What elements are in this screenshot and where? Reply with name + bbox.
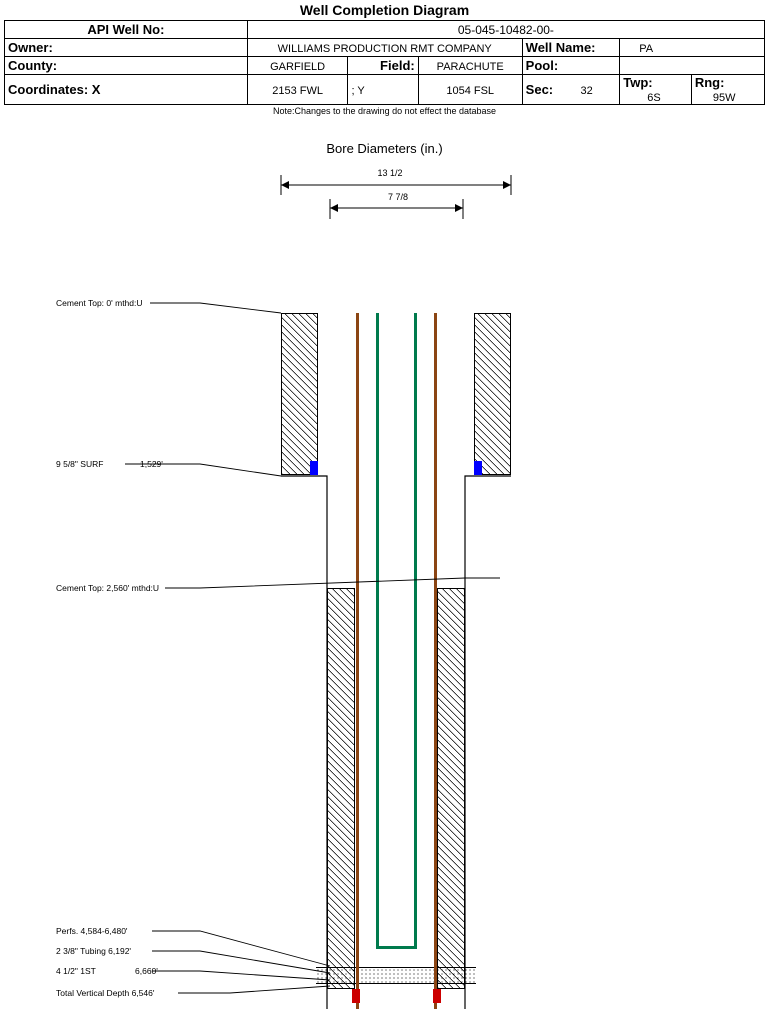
inner-bore-dimension (330, 199, 463, 219)
surface-shoe-right (474, 461, 482, 475)
surface-shoe-left (310, 461, 318, 475)
page-title: Well Completion Diagram (299, 2, 470, 18)
surface-casing-depth: 1,529' (140, 459, 163, 469)
pool-label: Pool: (525, 58, 559, 73)
bore-diameters-title: Bore Diameters (in.) (326, 141, 443, 156)
perfs-label: Perfs. 4,584-6,480' (56, 926, 128, 936)
cement-top-production-label: Cement Top: 2,560' mthd:U (56, 583, 160, 593)
tubing-label: 2 3/8" Tubing 6,192' (56, 946, 132, 956)
sec-label: Sec: (525, 82, 554, 97)
cement-top-surface-label: Cement Top: 0' mthd:U (56, 298, 143, 308)
inner-bore-label: 7 7/8 (387, 192, 409, 202)
field-value: PARACHUTE (436, 60, 504, 73)
sec-value: 32 (580, 85, 593, 97)
owner-value: WILLIAMS PRODUCTION RMT COMPANY (277, 42, 492, 55)
production-casing-label: 4 1/2" 1ST (56, 966, 96, 976)
twp-label: Twp: (623, 75, 653, 90)
coordinates-label: Coordinates: X (8, 82, 101, 97)
api-value: 05-045-10482-00- (457, 22, 554, 37)
tvd-label: Total Vertical Depth 6,546' (56, 988, 155, 998)
well-name-value: PA (639, 42, 654, 55)
coord-y-value: 1054 FSL (446, 84, 495, 97)
owner-label: Owner: (8, 40, 53, 55)
outer-bore-label: 13 1/2 (377, 168, 403, 178)
outer-bore-dimension (281, 175, 511, 195)
coord-y-label: ; Y (351, 84, 365, 97)
field-label: Field: (380, 58, 415, 73)
well-name-label: Well Name: (525, 40, 596, 55)
annotation-leaders (125, 303, 500, 993)
county-label: County: (8, 58, 58, 73)
rng-label: Rng: (694, 75, 725, 90)
api-label: API Well No: (87, 22, 165, 37)
rng-value: 95W (712, 92, 736, 104)
database-note: Note:Changes to the drawing do not effect the database (273, 106, 496, 116)
wellbore-outline (281, 476, 511, 1009)
production-casing-depth: 6,660' (135, 966, 158, 976)
coord-x-value: 2153 FWL (272, 84, 323, 97)
county-value: GARFIELD (270, 60, 326, 73)
surface-casing-label: 9 5/8" SURF (56, 459, 104, 469)
twp-value: 6S (647, 92, 661, 104)
